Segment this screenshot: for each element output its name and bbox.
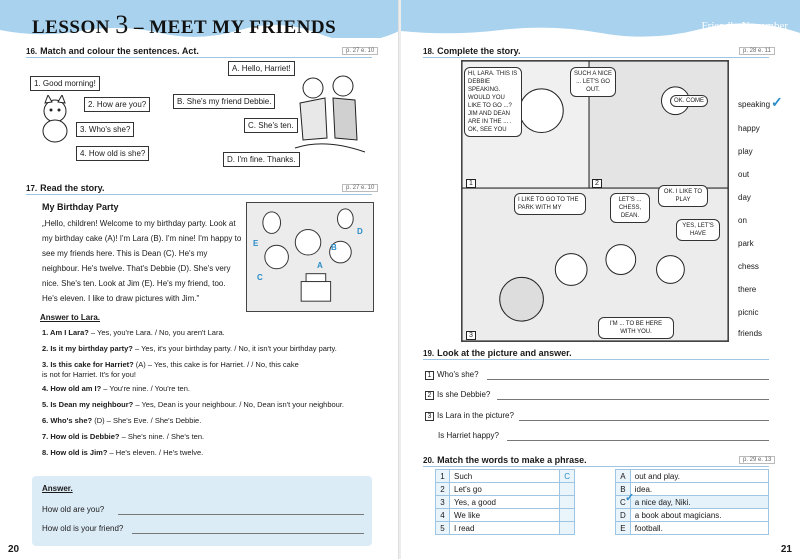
ex16-box-d: D. I'm fine. Thanks. — [223, 152, 300, 167]
comic-strip: HI, LARA. THIS IS DEBBIE SPEAKING. WOULD YOU LIKE TO GO ...? JIM AND DEAN ARE IN THE ... . OK, SEE YOU SUCH A NICE ... LET'S GO OUT. OK. COME I LIKE TO GO TO THE PARK WITH MY LET'S ... CHESS, DEAN. OK. I LIKE TO PLAY YES, LET'S HAVE I'M ... TO BE HERE WITH YOU. 1 2 3 — [461, 60, 729, 342]
birthday-illustration: A B C D E — [246, 202, 374, 312]
story-text: „Hello, children! Welcome to my birthday party. Look at my birthday cake (A)! I'm Lara (B). I'm nine! I'm happy to see my friends here. This is Dean (C). He's my neighbour. He's twelve. That's Debbie (D). She's very nice. She's ten. Look at Jim (E). He's my friend, too. He's eleven. I like to draw pictures with Jim." — [42, 219, 242, 303]
lesson-title: LESSON 3 – MEET MY FRIENDS — [32, 10, 337, 39]
ex17-heading: 17. Read the story. — [26, 183, 105, 193]
ex19-line-1[interactable] — [487, 379, 769, 380]
bubble-7: YES, LET'S HAVE — [676, 219, 720, 241]
bubble-6: OK. I LIKE TO PLAY — [658, 185, 708, 207]
qa-1: 1. Am I Lara? – Yes, you're Lara. / No, you aren't Lara. — [42, 328, 225, 337]
answer-box — [32, 476, 372, 546]
qa-2: 2. Is it my birthday party? – Yes, it's your birthday party. / No, it isn't your birthday party. — [42, 344, 337, 353]
word-picnic: picnic — [738, 308, 759, 317]
ex19-q4: Is Harriet happy? — [438, 431, 499, 440]
answer-line-2[interactable] — [132, 533, 364, 534]
qa-4: 4. How old am I? – You're nine. / You're ten. — [42, 384, 190, 393]
check-icon: ✓ — [771, 94, 783, 110]
ex16-box-4: 4. How old is she? — [76, 146, 149, 161]
ex19-q3: 3 Is Lara in the picture? — [425, 411, 514, 421]
answer-to-lara-title: Answer to Lara. — [40, 313, 101, 322]
bubble-5: LET'S ... CHESS, DEAN. — [610, 193, 650, 223]
word-friends: friends — [738, 329, 763, 338]
word-day: day — [738, 193, 751, 202]
ex16-box-3: 3. Who's she? — [76, 122, 134, 137]
ex16-box-a: A. Hello, Harriet! — [228, 61, 295, 76]
bubble-8: I'M ... TO BE HERE WITH YOU. — [598, 317, 674, 339]
ex16-box-1: 1. Good morning! — [30, 76, 100, 91]
word-there: there — [738, 285, 757, 294]
page-number-right: 21 — [780, 544, 792, 555]
word-play: play — [738, 147, 753, 156]
ex18-heading: 18. Complete the story. — [423, 46, 521, 56]
right-page — [401, 0, 800, 559]
ex19-q1: 1 Who's she? — [425, 370, 479, 380]
word-on: on — [738, 216, 747, 225]
ex19-heading: 19. Look at the picture and answer. — [423, 348, 572, 358]
word-speaking: speaking — [738, 100, 771, 109]
unit-subtitle: Friendly November — [701, 20, 788, 32]
bubble-4: I LIKE TO GO TO THE PARK WITH MY — [514, 193, 586, 215]
ex20-right-table: A out and play. B idea. C a nice day, Niki. D a book about magicians. E football. — [615, 469, 769, 535]
qa-5: 5. Is Dean my neighbour? – Yes, Dean is your neighbour. / No, Dean isn't your neighbour. — [42, 400, 345, 409]
children-illustration — [285, 68, 370, 158]
ex20-left-table: 1 Such C 2 Let's go 3 Yes, a good 4 We like 5 I read — [435, 469, 575, 535]
qa-3: 3. Is this cake for Harriet? (A) – Yes, this cake is for Harriet. / / No, this cake is not for Harriet. It's for you! — [42, 360, 299, 379]
ex19-q2: 2 Is she Debbie? — [425, 390, 490, 400]
answer-box-title: Answer. — [42, 484, 73, 493]
ex20-heading: 20. Match the words to make a phrase. — [423, 455, 587, 465]
ex18-ref: p. 28 e. 11 — [739, 47, 775, 55]
ex19-line-3[interactable] — [519, 420, 769, 421]
story-title: My Birthday Party — [42, 202, 119, 212]
bubble-1: HI, LARA. THIS IS DEBBIE SPEAKING. WOULD YOU LIKE TO GO ...? JIM AND DEAN ARE IN THE ... . OK, SEE YOU — [464, 67, 522, 137]
bubble-2: SUCH A NICE ... LET'S GO OUT. — [570, 67, 616, 97]
qa-7: 7. How old is Debbie? – She's nine. / She's ten. — [42, 432, 205, 441]
left-page — [0, 0, 399, 559]
ex16-ref: p. 27 e. 10 — [342, 47, 378, 55]
cat-illustration — [30, 95, 80, 143]
answer-line-1[interactable] — [118, 514, 364, 515]
qa-8: 8. How old is Jim? – He's eleven. / He's twelve. — [42, 448, 204, 457]
ex20-ref: p. 29 e. 13 — [739, 456, 775, 464]
bubble-3: OK. COME — [670, 95, 708, 107]
qa-6: 6. Who's she? (D) – She's Eve. / She's Debbie. — [42, 416, 202, 425]
answer-q2: How old is your friend? — [42, 524, 124, 533]
header-banner-right — [401, 0, 800, 38]
word-park: park — [738, 239, 754, 248]
word-out: out — [738, 170, 750, 179]
check-icon: ✓ — [625, 492, 635, 504]
word-happy: happy — [738, 124, 760, 133]
ex17-ref: p. 27 e. 10 — [342, 184, 378, 192]
answer-q1: How old are you? — [42, 505, 105, 514]
ex19-line-4[interactable] — [507, 440, 769, 441]
ex19-line-2[interactable] — [497, 399, 769, 400]
page-number-left: 20 — [8, 544, 20, 555]
ex16-heading: 16. Match and colour the sentences. Act. — [26, 46, 199, 56]
ex16-box-c: C. She's ten. — [244, 118, 298, 133]
word-chess: chess — [738, 262, 759, 271]
ex16-box-b: B. She's my friend Debbie. — [173, 94, 275, 109]
ex16-box-2: 2. How are you? — [84, 97, 150, 112]
